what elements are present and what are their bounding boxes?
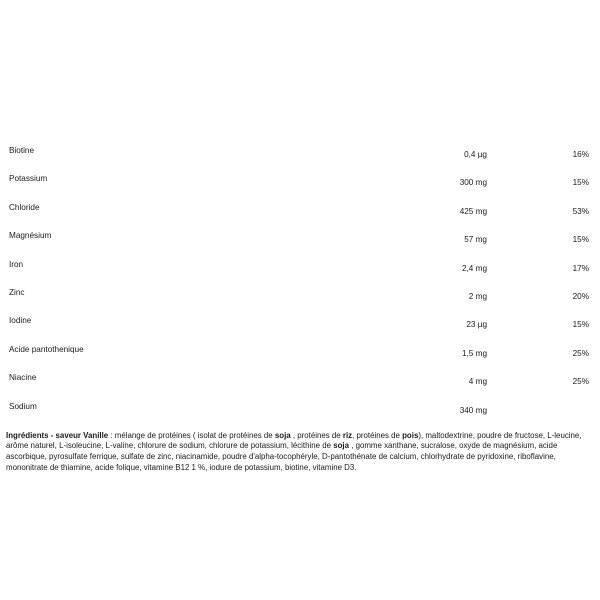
nutrient-row-biotine bbox=[0, 140, 600, 168]
nutrient-daily-value: 16% bbox=[572, 150, 589, 159]
nutrient-daily-value: 25% bbox=[572, 377, 589, 387]
nutrient-name: Chloride bbox=[9, 202, 40, 212]
nutrient-daily-value: 15% bbox=[572, 320, 589, 330]
nutrition-table bbox=[0, 140, 600, 424]
nutrient-daily-value: 15% bbox=[572, 235, 589, 245]
ingredients-heading: Ingrédients - saveur Vanille bbox=[6, 430, 109, 440]
nutrient-row-potassium bbox=[0, 168, 600, 196]
allergen-soja: soja bbox=[333, 441, 349, 451]
nutrient-amount: 4 mg bbox=[468, 377, 487, 387]
nutrient-daily-value: 25% bbox=[572, 348, 589, 358]
nutrient-daily-value: 53% bbox=[572, 206, 589, 216]
nutrient-amount: 1,5 mg bbox=[461, 348, 487, 358]
nutrient-row-chloride bbox=[0, 197, 600, 225]
ingredients-part: , protéines de bbox=[352, 430, 403, 440]
nutrient-row-zinc bbox=[0, 282, 600, 310]
nutrient-row-acide-pantothenique bbox=[0, 339, 600, 367]
nutrient-amount: 425 mg bbox=[459, 206, 487, 216]
nutrient-amount: 2 mg bbox=[468, 291, 487, 301]
nutrient-amount: 2,4 mg bbox=[461, 263, 487, 273]
ingredients-part: , protéines de bbox=[290, 430, 343, 440]
ingredients-part: , gomme xanthane, sucralose, oxyde de magnésium, acide ascorbique, pyrosulfate ferrique, sulfate de zinc, niacinamide, poudre d'alpha-tocophéryle, D-pantothénate de calcium, chlorhydrate de pyridoxine, riboflavine, mononitrate de thiamine, acide folique, vitamine B12 1 %, iodure de potassium, biotine, vitamine D3. bbox=[6, 441, 558, 472]
nutrient-amount: 23 µg bbox=[466, 320, 487, 330]
ingredients-text bbox=[6, 431, 586, 473]
allergen-riz: riz bbox=[342, 430, 353, 440]
nutrient-name: Biotine bbox=[9, 146, 35, 155]
nutrient-name: Iron bbox=[9, 259, 24, 269]
nutrient-name: Zinc bbox=[9, 287, 25, 297]
nutrient-row-iodine bbox=[0, 310, 600, 338]
nutrient-row-niacine bbox=[0, 367, 600, 395]
nutrient-name: Sodium bbox=[9, 401, 37, 411]
nutrient-row-iron bbox=[0, 254, 600, 282]
nutrient-row-sodium bbox=[0, 396, 600, 424]
nutrient-name: Iodine bbox=[9, 316, 32, 326]
nutrient-amount: 57 mg bbox=[464, 235, 487, 245]
nutrient-daily-value: 20% bbox=[572, 291, 589, 301]
allergen-pois: pois bbox=[402, 430, 419, 440]
nutrient-amount: 0,4 µg bbox=[464, 150, 487, 159]
nutrient-row-magnesium bbox=[0, 225, 600, 253]
ingredients-part: ), maltodextrine, poudre de fructose, L-leucine, arôme naturel, L-isoleucine, L-valine, chlorure de sodium, chlorure de potassium, lécithine de bbox=[6, 430, 582, 451]
nutrient-name: Magnésium bbox=[9, 231, 52, 241]
nutrient-name: Niacine bbox=[9, 373, 37, 383]
nutrient-daily-value: 15% bbox=[572, 178, 589, 188]
nutrient-daily-value: 17% bbox=[572, 263, 589, 273]
nutrient-amount: 300 mg bbox=[459, 178, 487, 188]
nutrient-amount: 340 mg bbox=[459, 405, 487, 415]
nutrient-name: Potassium bbox=[9, 174, 48, 184]
nutrient-name: Acide pantothenique bbox=[9, 344, 84, 354]
ingredients-part: : mélange de protéines ( isolat de protéines de bbox=[108, 430, 275, 440]
allergen-soja: soja bbox=[274, 430, 291, 440]
